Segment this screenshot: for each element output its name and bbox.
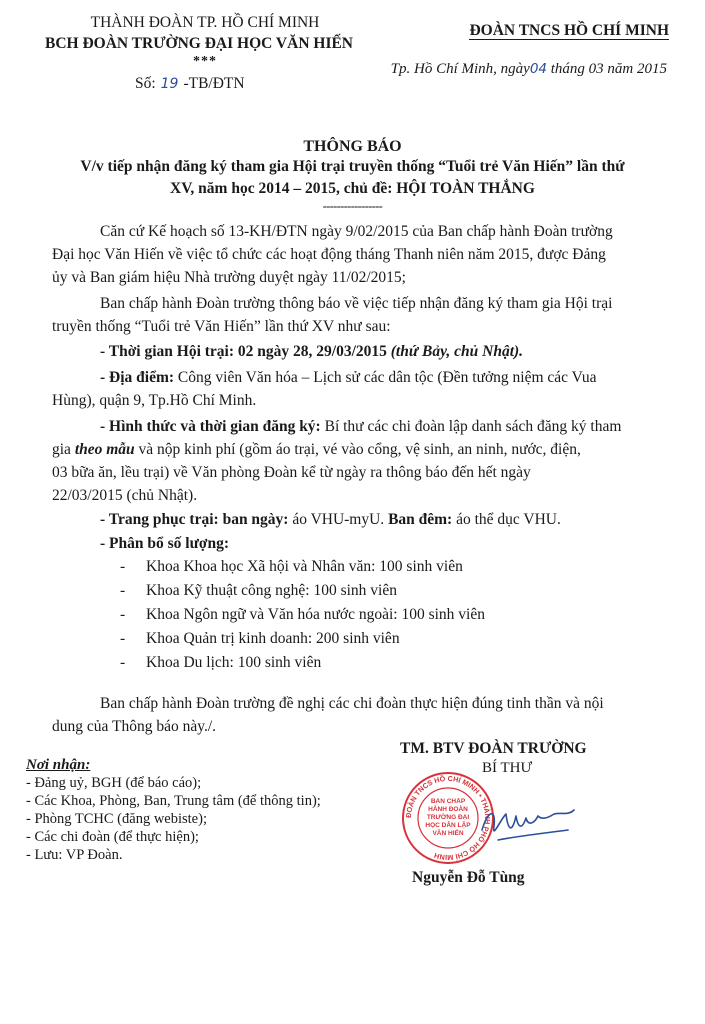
list-item: - Khoa Khoa học Xã hội và Nhân văn: 100 sinh viên: [120, 558, 463, 575]
title-divider: -----------------: [322, 199, 383, 213]
doc-number-prefix: Số:: [135, 75, 156, 92]
allocation-label: - Phân bổ số lượng:: [100, 535, 229, 552]
subject-line-2: XV, năm học 2014 – 2015, chủ đề: HỘI TOÀN THẮNG: [170, 180, 535, 197]
registration-label: - Hình thức và thời gian đăng ký:: [100, 418, 321, 435]
registration-line2: [52, 441, 581, 459]
camp-time-note: (thứ Bảy, chủ Nhật).: [390, 343, 524, 360]
registration-text: Bí thư các chi đoàn lập danh sách đăng ký tham: [324, 418, 622, 435]
camp-time-label: - Thời gian Hội trại: 02 ngày 28, 29/03/2015: [100, 343, 387, 360]
recipient-item: - Các Khoa, Phòng, Ban, Trung tâm (để thông tin);: [26, 793, 321, 809]
org-name-school: BCH ĐOÀN TRƯỜNG ĐẠI HỌC VĂN HIẾN: [44, 35, 354, 52]
recipients-title: Nơi nhận:: [26, 757, 91, 773]
registration-line1: [100, 418, 621, 436]
registration-l2-a: gia: [52, 441, 71, 458]
recipient-item: - Lưu: VP Đoàn.: [26, 847, 123, 863]
registration-line4: 22/03/2015 (chủ Nhật).: [52, 487, 198, 504]
list-item: - Khoa Du lịch: 100 sinh viên: [120, 654, 322, 671]
dress-night-label: Ban đêm:: [388, 511, 453, 528]
camp-place-label: - Địa điểm:: [100, 369, 175, 386]
dress-code: [100, 511, 561, 529]
list-item: - Khoa Kỹ thuật công nghệ: 100 sinh viên: [120, 582, 397, 599]
subject-line-1: V/v tiếp nhận đăng ký tham gia Hội trại truyền thống “Tuổi trẻ Văn Hiến” lần thứ: [80, 158, 625, 175]
recipient-item: - Phòng TCHC (đăng webiste);: [26, 811, 207, 827]
doc-number-handwritten: 19: [160, 76, 179, 92]
header-stars: ***: [193, 54, 217, 69]
closing-line2: dung của Thông báo này./.: [52, 718, 217, 735]
document-number: [135, 75, 245, 93]
dress-day: áo VHU-myU.: [292, 511, 385, 528]
list-item: - Khoa Quản trị kinh doanh: 200 sinh viên: [120, 630, 400, 647]
recipient-item: - Các chi đoàn (để thực hiện);: [26, 829, 199, 845]
org-name-city: THÀNH ĐOÀN TP. HỒ CHÍ MINH: [90, 14, 320, 31]
recipient-item: - Đảng uỷ, BGH (để báo cáo);: [26, 775, 202, 791]
para1-line1: Căn cứ Kế hoạch số 13-KH/ĐTN ngày 9/02/2015 của Ban chấp hành Đoàn trường: [100, 223, 613, 240]
dress-label: - Trang phục trại: ban ngày:: [100, 511, 289, 528]
camp-time: [100, 343, 523, 361]
allocation-item: Khoa Ngôn ngữ và Văn hóa nước ngoài: 100 sinh viên: [146, 606, 485, 623]
signer-name: Nguyễn Đỗ Tùng: [412, 869, 525, 886]
allocation-item: Khoa Kỹ thuật công nghệ: 100 sinh viên: [146, 582, 397, 599]
para2-line2: truyền thống “Tuổi trẻ Văn Hiến” lần thứ XV như sau:: [52, 318, 391, 335]
allocation-item: Khoa Du lịch: 100 sinh viên: [146, 654, 322, 671]
allocation-item: Khoa Quản trị kinh doanh: 200 sinh viên: [146, 630, 400, 647]
date-suffix: tháng 03 năm 2015: [550, 61, 667, 77]
para2-line1: Ban chấp hành Đoàn trường thông báo về việc tiếp nhận đăng ký tham gia Hội trại: [100, 295, 613, 312]
stamp-ring-textpath: ĐOÀN TNCS HỒ CHÍ MINH • THÀNH PHỐ HỒ CHÍ MINH: [403, 773, 493, 863]
camp-place-line2: Hùng), quận 9, Tp.Hồ Chí Minh.: [52, 392, 257, 409]
list-item: - Khoa Ngôn ngữ và Văn hóa nước ngoài: 100 sinh viên: [120, 606, 485, 623]
registration-form-template: theo mẫu: [74, 441, 135, 458]
para1-line2: Đại học Văn Hiến về việc tổ chức các hoạt động tháng Thanh niên năm 2015, được Đảng: [52, 246, 606, 263]
signature-role: BÍ THƯ: [482, 760, 533, 776]
registration-line3: 03 bữa ăn, lều trại) về Văn phòng Đoàn kể từ ngày ra thông báo đến hết ngày: [52, 464, 531, 481]
date-line: [391, 61, 667, 78]
document-title: THÔNG BÁO: [303, 138, 402, 155]
stamp-center-text: BAN CHẤP HÀNH ĐOÀN TRƯỜNG ĐẠI HỌC DÂN LẬP VĂN HIẾN: [425, 798, 471, 837]
signature-on-behalf: TM. BTV ĐOÀN TRƯỜNG: [400, 740, 587, 757]
date-prefix: Tp. Hồ Chí Minh, ngày: [390, 61, 530, 77]
handwritten-signature: [478, 790, 578, 860]
date-day-handwritten: 04: [529, 61, 547, 77]
camp-place-text: Công viên Văn hóa – Lịch sử các dân tộc (Đền tưởng niệm các Vua: [177, 369, 597, 386]
closing-line1: Ban chấp hành Đoàn trường đề nghị các chi đoàn thực hiện đúng tinh thần và nội: [100, 695, 604, 712]
camp-place-line1: [100, 369, 597, 387]
dress-night: áo thể dục VHU.: [456, 511, 561, 528]
registration-l2-c: và nộp kinh phí (gồm áo trại, vé vào cổng, vệ sinh, an ninh, nước, điện,: [138, 441, 581, 458]
union-name: ĐOÀN TNCS HỒ CHÍ MINH: [469, 22, 669, 39]
doc-number-suffix: -TB/ĐTN: [183, 75, 245, 92]
para1-line3: ủy và Ban giám hiệu Nhà trường duyệt ngày 11/02/2015;: [52, 269, 406, 286]
allocation-item: Khoa Khoa học Xã hội và Nhân văn: 100 sinh viên: [146, 558, 463, 575]
